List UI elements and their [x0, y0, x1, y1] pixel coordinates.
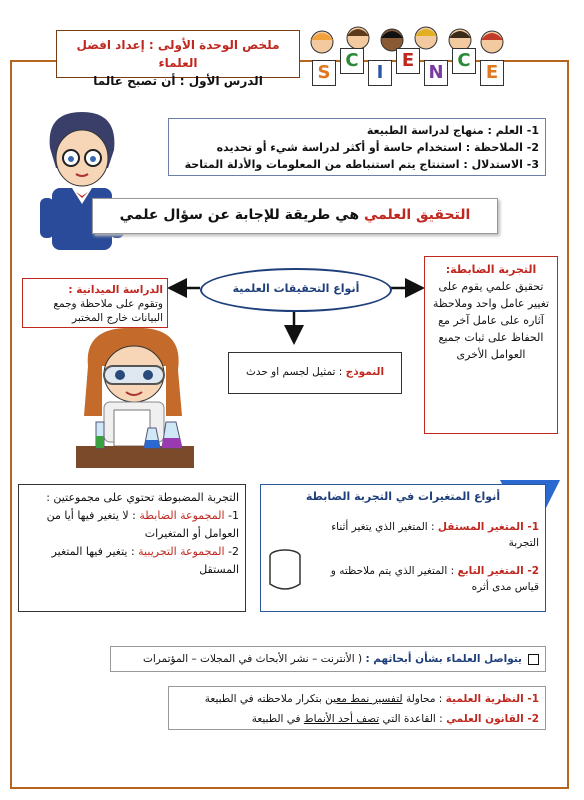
- law-text-a: : القاعدة التي: [379, 713, 447, 725]
- experimental-group-name: المجموعة التجريبية: [138, 545, 225, 558]
- independent-variable-name: 1- المتغير المستقل: [437, 521, 539, 533]
- inquiry-term: التحقيق العلمي: [363, 207, 471, 223]
- communication-label: يتواصل العلماء بشأن أبحاثهم :: [365, 653, 522, 665]
- letter-tile: E: [480, 60, 504, 86]
- letter-tile: C: [452, 48, 476, 74]
- controlled-experiment-box: [424, 256, 558, 434]
- control-group-text: : لا يتغير فيها أيا من العوامل أو المتغيرات: [46, 509, 239, 540]
- dependent-variable-name: 2- المتغير التابع: [457, 565, 539, 577]
- field-study-text: وتقوم على ملاحظة وجمع البيانات خارج المختبر: [53, 298, 163, 324]
- scientific-law-line: [175, 709, 539, 729]
- model-text: : تمثيل لجسم او حدث: [245, 366, 346, 378]
- field-study-title: الدراسة الميدانية :: [68, 284, 163, 296]
- cylinder-icon: [268, 548, 302, 592]
- control-group-line: [25, 507, 239, 543]
- letter-tile: N: [424, 60, 448, 86]
- scientific-theory-line: [175, 689, 539, 709]
- controlled-text: تحقيق علمي يقوم على تغيير عامل واحد وملاحظة آثاره على عامل آخر مع الحفاظ على ثبات جميع العوامل الأخرى: [432, 280, 550, 361]
- independent-variable-text: : المتغير الذي يتغير أثناء التجربة: [331, 521, 539, 549]
- letter-tile: C: [340, 48, 364, 74]
- girl-scientist-illustration: [70, 326, 200, 476]
- lesson-title: الدرس الأول : أن تصبح عالما: [93, 74, 263, 88]
- law-text-b: في الطبيعة: [251, 713, 304, 725]
- investigation-types-title: أنواع التحقيقات العلمية: [200, 268, 392, 312]
- definition-science: 1- العلم : منهاج لدراسة الطبيعة: [366, 124, 539, 137]
- control-group-name: المجموعة الضابطة: [139, 509, 225, 522]
- inquiry-text: هي طريقة للإجابة عن سؤال علمي: [119, 207, 364, 223]
- theory-text-a: : محاولة: [402, 693, 446, 705]
- definition-inference: 3- الاستدلال : استنتاج يتم استنباطه من المعلومات والأدلة المتاحة: [184, 158, 539, 171]
- theory-text-underlined: لتفسير نمط معين: [325, 693, 403, 705]
- experiment-groups-box: [18, 484, 246, 612]
- letter-tile: E: [396, 48, 420, 74]
- theory-law-box: [168, 686, 546, 730]
- law-text-underlined: تصف أحد الأنماط: [303, 713, 380, 725]
- controlled-title: التجربة الضابطة:: [445, 263, 537, 276]
- experimental-group-line: [25, 543, 239, 579]
- groups-intro: التجربة المضبوطة تحتوي على مجموعتين :: [46, 491, 239, 504]
- scientific-theory-name: 1- النظرية العلمية: [445, 693, 539, 705]
- unit-title: ملخص الوحدة الأولى : إعداد افضل العلماء: [76, 38, 280, 70]
- letter-tile: I: [368, 60, 392, 86]
- control-group-number: 1-: [224, 509, 239, 522]
- definition-observation: 2- الملاحظة : استخدام حاسة أو أكثر لدراسة شيء أو تحديده: [216, 141, 539, 154]
- letter-tile: S: [312, 60, 336, 86]
- communication-box: [110, 646, 546, 672]
- scientific-law-name: 2- القانون العلمي: [446, 713, 539, 725]
- variables-box: [260, 484, 546, 612]
- field-study-box: [22, 278, 168, 328]
- dependent-variable-text: : المتغير الذي يتم ملاحظته و قياس مدى أثره: [330, 565, 539, 593]
- independent-variable-line: [267, 519, 539, 551]
- model-title: النموذج: [345, 366, 385, 378]
- checkbox-icon: [528, 654, 539, 665]
- communication-text: ( الأنترنت – نشر الأبحاث في المجلات – المؤتمرات: [142, 653, 366, 665]
- dependent-variable-line: [267, 563, 539, 595]
- variables-title: أنواع المتغيرات في التجربة الضابطة: [305, 490, 501, 503]
- experimental-group-number: 2-: [224, 545, 239, 558]
- theory-text-b: بتكرار ملاحظته في الطبيعة: [204, 693, 326, 705]
- model-box: [228, 352, 402, 394]
- experimental-group-text: : يتغير فيها المتغير المستقل: [51, 545, 239, 576]
